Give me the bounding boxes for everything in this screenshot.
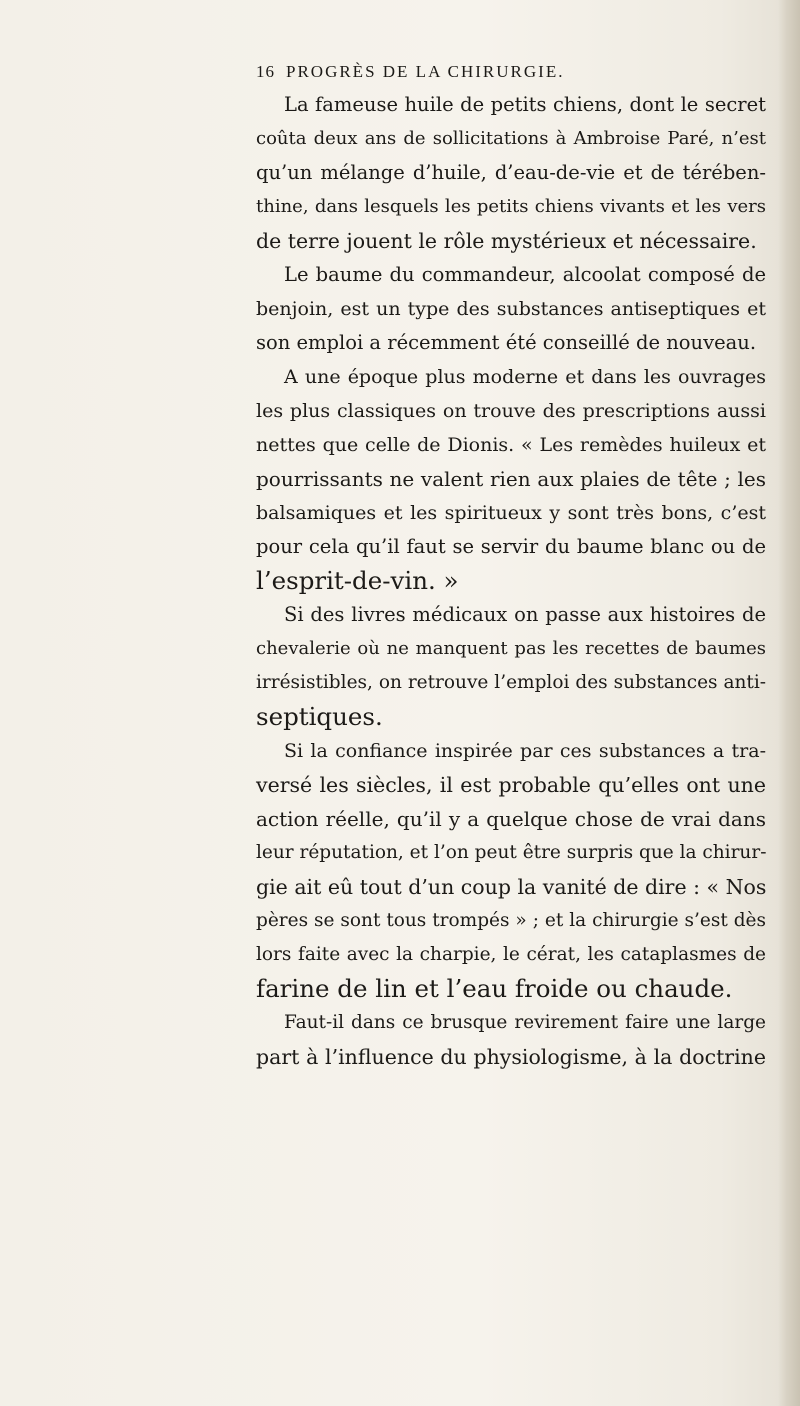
text-line: farine de lin et l’eau froide ou chaude. xyxy=(256,974,733,1003)
text-line: benjoin, est un type des substances antiseptiques et xyxy=(256,298,766,320)
body-text xyxy=(256,88,766,1074)
text-line: A une époque plus moderne et dans les ouvrages xyxy=(284,366,766,388)
text-line: septiques. xyxy=(256,702,383,731)
text-line: action réelle, qu’il y a quelque chose de vrai dans xyxy=(256,807,766,831)
text-line: pères se sont tous trompés » ; et la chirurgie s’est dès xyxy=(256,910,766,931)
page-header xyxy=(256,62,736,90)
text-line: Si la confiance inspirée par ces substances a tra- xyxy=(284,740,766,762)
text-line: part à l’influence du physiologisme, à la doctrine xyxy=(256,1045,766,1069)
text-line: chevalerie où ne manquent pas les recettes de baumes xyxy=(256,638,766,659)
text-line: de terre jouent le rôle mystérieux et nécessaire. xyxy=(256,229,757,253)
text-line: versé les siècles, il est probable qu’elles ont une xyxy=(256,773,766,797)
text-line: pour cela qu’il faut se servir du baume blanc ou de xyxy=(256,535,766,558)
text-line: l’esprit-de-vin. » xyxy=(256,566,459,595)
text-line: thine, dans lesquels les petits chiens vivants et les vers xyxy=(256,196,766,217)
text-line: les plus classiques on trouve des prescriptions aussi xyxy=(256,400,766,422)
text-line: son emploi a récemment été conseillé de nouveau. xyxy=(256,331,757,354)
page-number: 16 xyxy=(256,62,275,81)
text-line: pourrissants ne valent rien aux plaies de tête ; les xyxy=(256,467,766,491)
text-line: La fameuse huile de petits chiens, dont le secret xyxy=(284,93,766,116)
page-edge-shadow xyxy=(778,0,800,1406)
text-line: nettes que celle de Dionis. « Les remèdes huileux et xyxy=(256,434,766,456)
text-line: Faut-il dans ce brusque revirement faire une large xyxy=(284,1012,766,1033)
text-line: leur réputation, et l’on peut être surpris que la chirur- xyxy=(256,842,767,863)
text-line: Si des livres médicaux on passe aux histoires de xyxy=(284,603,766,626)
text-line: qu’un mélange d’huile, d’eau-de-vie et de térében- xyxy=(256,161,766,184)
text-line: lors faite avec la charpie, le cérat, les cataplasmes de xyxy=(256,944,766,965)
text-line: gie ait eû tout d’un coup la vanité de dire : « Nos xyxy=(256,875,767,899)
text-line: coûta deux ans de sollicitations à Ambroise Paré, n’est xyxy=(256,128,766,149)
text-line: irrésistibles, on retrouve l’emploi des substances anti- xyxy=(256,672,766,693)
text-line: Le baume du commandeur, alcoolat composé de xyxy=(284,263,766,286)
running-title: PROGRÈS DE LA CHIRURGIE. xyxy=(286,62,565,81)
text-line: balsamiques et les spiritueux y sont très bons, c’est xyxy=(256,502,766,524)
